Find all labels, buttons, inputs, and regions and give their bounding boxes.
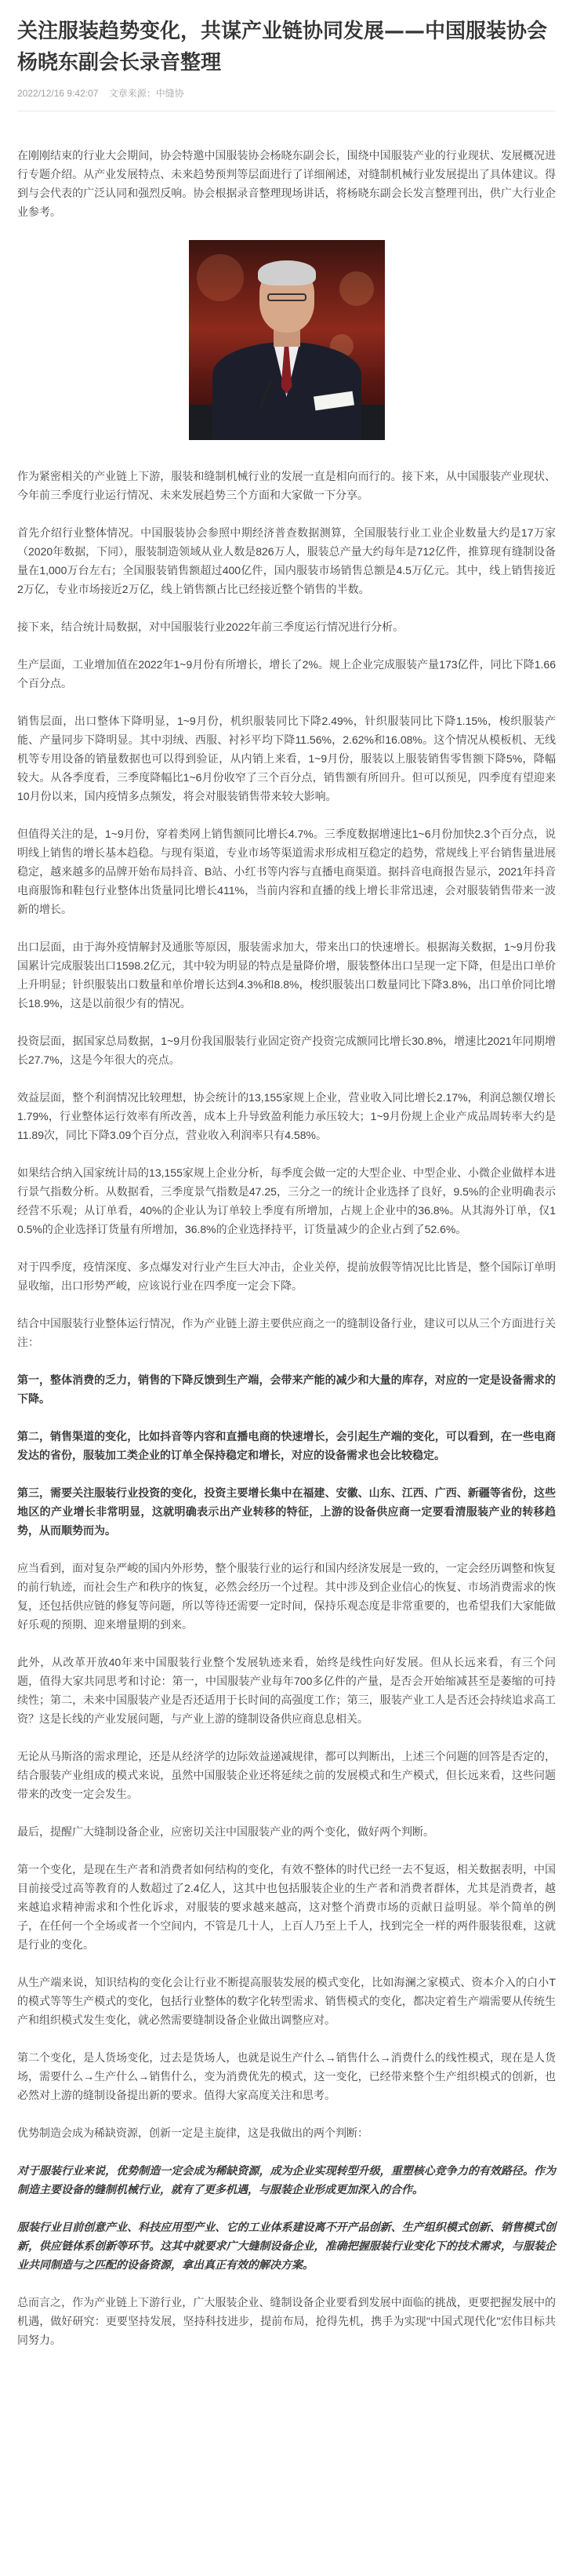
article-paragraph: 从生产端来说，知识结构的变化会让行业不断提高服装发展的模式变化，比如海澜之家模式、资本介入的白小T的模式等等生产模式的变化，包括行业整体的数字化转型需求、销售模式的变化，都决定着生产端需要从传统生产和组织模式发生变化，就必然需要缝制设备企业做出调整应对。 [17, 1976, 556, 2026]
article-paragraph: 销售层面，出口整体下降明显，1~9月份，机织服装同比下降2.49%，针织服装同比下降1.15%，梭织服装产能、产量同步下降明显。其中羽绒、西服、衬衫平均下降11.56%，2.62%和16.08%。这个情况从模板机、无线机等专用设备的销量数据也可以得到验证，从内销上来看，1~9月份，服装以上服装销售零售额下降5%，降幅较大。从各季度看，三季度降幅比1~6月份收窄了三个百分点，销售额有所回升。但可以预见，四季度有望迎来10月份以来，国内疫情多点频发，将会对服装销售带来较大影响。 [17, 715, 556, 802]
article-paragraph: 对于四季度，疫情深度、多点爆发对行业产生巨大冲击，企业关停，提前放假等情况比比皆是，整个国际订单明显收缩，出口形势严峻，应该说行业在四季度一定会下降。 [17, 1261, 556, 1292]
article-paragraph: 优势制造会成为稀缺资源，创新一定是主旋律，这是我做出的两个判断： [17, 2127, 368, 2139]
article-paragraph: 第一，整体消费的乏力，销售的下降反馈到生产端，会带来产能的减少和大量的库存，对应的一定是设备需求的下降。 [17, 1374, 556, 1405]
article-body [17, 146, 556, 2349]
speaker-photo [189, 240, 385, 440]
article-paragraph: 第三，需要关注服装行业投资的变化，投资主要增长集中在福建、安徽、山东、江西、广西、新疆等省份，这些地区的产业增长非常明显，这就明确表示出产业转移的特征，上游的设备供应商一定要看清服装产业的转移趋势，从而顺势而为。 [17, 1486, 556, 1537]
article-paragraph: 投资层面，据国家总局数据，1~9月份我国服装行业固定资产投资完成额同比增长30.8%，增速比2021年同期增长27.7%，这是今年很大的亮点。 [17, 1035, 556, 1066]
photo-glasses-shape [267, 293, 306, 301]
photo-bokeh2-shape [339, 271, 374, 306]
article-paragraph: 结合中国服装行业整体运行情况，作为产业链上游主要供应商之一的缝制设备行业，建议可以从三个方面进行关注： [17, 1317, 556, 1348]
article-paragraph: 应当看到，面对复杂严峻的国内外形势，整个服装行业的运行和国内经济发展是一致的，一定会经历调整和恢复的前行轨迹，而社会生产和秩序的恢复，必然会经历一个过程。其中涉及到企业信心的恢复、市场消费需求的恢复，还包括供应链的修复等问题，所以等待还需要一定时间，保持乐观态度是非常重要的，也希望我们大家能做好乐观的预期、迎来增量期的到来。 [17, 1562, 556, 1631]
article-paragraph: 生产层面，工业增加值在2022年1~9月份有所增长，增长了2%。规上企业完成服装产量173亿件，同比下降1.66个百分点。 [17, 658, 556, 689]
article-paragraph: 总而言之，作为产业链上下游行业，广大服装企业、缝制设备企业要看到发展中面临的挑战，更要把握发展中的机遇，做好研究：更要坚持发展，坚持科技进步，提前布局，抢得先机，携手为实现"中国式现代化"宏伟目标共同努力。 [17, 2296, 556, 2346]
article-paragraph: 无论从马斯洛的需求理论，还是从经济学的边际效益递减规律，都可以判断出，上述三个问题的回答是否定的，结合服装产业组成的模式来说，虽然中国服装企业还将延续之前的发展模式和生产模式，但长远来看，这些问题带来的改变一定会发生。 [17, 1750, 556, 1800]
article-paragraph: 第一个变化，是现在生产者和消费者如何结构的变化，有效不整体的时代已经一去不复返，相关数据表明，中国目前接受过高等教育的人数超过了2.4亿人，这其中也包括服装企业的生产者和消费者群体，尤其是消费者，越来越追求精神需求和个性化诉求，对服装的要求越来越高，这对整个消费市场的贡献日益明显。举个简单的例子，在任何一个全场或者一个空间内，不管是几十人，上百人乃至上千人，找到完全一样的两件服装很难，这就是行业的变化。 [17, 1863, 556, 1951]
article-paragraph: 第二个变化，是人货场变化，过去是货场人，也就是说生产什么→销售什么→消费什么的线性模式，现在是人货场，需要什么→生产什么→销售什么，变为消费优先的模式，这一变化，已经带来整个生产组织模式的创新，也必然对上游的缝制设备提出新的要求。值得大家高度关注和思考。 [17, 2051, 556, 2101]
article-paragraph: 在刚刚结束的行业大会期间，协会特邀中国服装协会杨晓东副会长，围绕中国服装产业的行业现状、发展概况进行专题介绍。从产业发展特点、未来趋势预判等层面进行了详细阐述，对缝制机械行业发展提出了具体建议。得到与会代表的广泛认同和强烈反响。协会根据录音整理现场讲话，将杨晓东副会长发言整理刊出，供广大行业企业参考。 [17, 149, 556, 218]
article-paragraph: 对于服装行业来说，优势制造一定会成为稀缺资源，成为企业实现转型升级，重塑核心竞争力的有效路径。作为制造主要设备的缝制机械行业，就有了更多机遇，与服装企业形成更加深入的合作。 [17, 2164, 556, 2196]
article-source: 文章来源：中缝协 [108, 88, 184, 99]
article-paragraph: 接下来，结合统计局数据，对中国服装行业2022年前三季度运行情况进行分析。 [17, 620, 404, 633]
article-paragraph: 出口层面，由于海外疫情解封及通胀等原因，服装需求加大，带来出口的快速增长。根据海关数据，1~9月份我国累计完成服装出口1598.2亿元，其中较为明显的特点是量降价增，服装整体出口呈现一定下降，但是出口单价上升明显；针织服装出口数量和单价增长达到4.3%和8.8%，梭织服装出口数量同比下降3.8%，出口单价同比增长18.9%，这是以前很少有的情况。 [17, 941, 556, 1010]
photo-bokeh1-shape [197, 254, 244, 301]
article-title: 关注服装趋势变化，共谋产业链协同发展——中国服装协会杨晓东副会长录音整理 [17, 20, 548, 75]
article-paragraph: 此外，从改革开放40年来中国服装行业整个发展轨迹来看，始终是线性向好发展。但从长远来看，有三个问题，值得大家共同思考和讨论：第一，中国服装产业每年700多亿件的产量，是否会开始缩减甚至是萎缩的可持续性；第二，未来中国服装产业是否还适用于长时间的高强度工作；第三，服装产业工人是否还会持续追求高工资？这是长线的产业发展问题，与产业上游的缝制设备供应商息息相关。 [17, 1656, 556, 1725]
article-meta [17, 86, 556, 100]
article-paragraph: 效益层面，整个利润情况比较理想，协会统计的13,155家规上企业，营业收入同比增长2.17%，利润总额仅增长1.79%，行业整体运行效率有所改善，成本上升导致盈利能力承压较大；1~9月份规上企业产成品周转率大约是11.89次，同比下降3.09个百分点，营业收入利润率只有4.58%。 [17, 1091, 556, 1141]
article-paragraph: 服装行业目前创意产业、科技应用型产业、它的工业体系建设离不开产品创新、生产组织模式创新、销售模式创新，供应链体系创新等环节。这其中就要求广大缝制设备企业，准确把握服装行业变化下的技术需求，与服装企业共同制造与之匹配的设备资源，拿出真正有效的解决方案。 [17, 2221, 556, 2271]
photo-container [17, 240, 556, 440]
photo-hair-shape [258, 260, 316, 286]
article-paragraph: 最后，提醒广大缝制设备企业，应密切关注中国服装产业的两个变化，做好两个判断。 [17, 1825, 434, 1838]
publish-date: 2022/12/16 9:42:07 [17, 88, 99, 99]
article-paragraph: 第二，销售渠道的变化，比如抖音等内容和直播电商的快速增长，会引起生产端的变化，可以看到，在一些电商发达的省份，服装加工类企业的订单全保持稳定和增长，对应的设备需求也会比较稳定。 [17, 1430, 556, 1461]
article-paragraph: 作为紧密相关的产业链上下游，服装和缝制机械行业的发展一直是相向而行的。接下来，从中国服装产业现状、今年前三季度行业运行情况、未来发展趋势三个方面和大家做一下分享。 [17, 470, 556, 501]
article-paragraph: 但值得关注的是，1~9月份，穿着类网上销售额同比增长4.7%。三季度数据增速比1~6月份加快2.3个百分点，说明线上销售的增长基本趋稳。与现有渠道，专业市场等渠道需求形成相互稳定的趋势，常规线上平台销售量进展稳定，越来越多的品牌开始布局抖音、B站、小红书等内容与直播电商渠道。据抖音电商报告显示，2021年抖音电商服饰和鞋包行业整体出货量同比增长411%，当前内容和直播的线上增长非常迅速，会对服装销售带来一波新的增长。 [17, 828, 556, 915]
article-paragraph: 首先介绍行业整体情况。中国服装协会参照中期经济普查数据测算，全国服装行业工业企业数量大约是17万家（2020年数据，下同），服装制造领域从业人数是826万人，服装总产量大约每年是712亿件，推算现有缝制设备量在1,000万台左右；全国服装销售额超过400亿件，国内服装市场销售总额是4.5万亿元。其中，线上销售接近2万亿，专业市场接近2万亿，线上销售额占比已经接近整个销售的半数。 [17, 526, 556, 595]
article-paragraph: 如果结合纳入国家统计局的13,155家规上企业分析，每季度会做一定的大型企业、中型企业、小微企业做样本进行景气指数分析。从数据看，三季度景气指数是47.25，三分之一的统计企业选择了良好，9.5%的企业明确表示经营不乐观；从订单看，40%的企业认为订单较上季度有所增加，占规上企业中的36.8%。从其海外订单，仅10.5%的企业选择订货量有所增加，36.8%的企业选择持平，订货量减少的企业占到了52.6%。 [17, 1166, 556, 1235]
